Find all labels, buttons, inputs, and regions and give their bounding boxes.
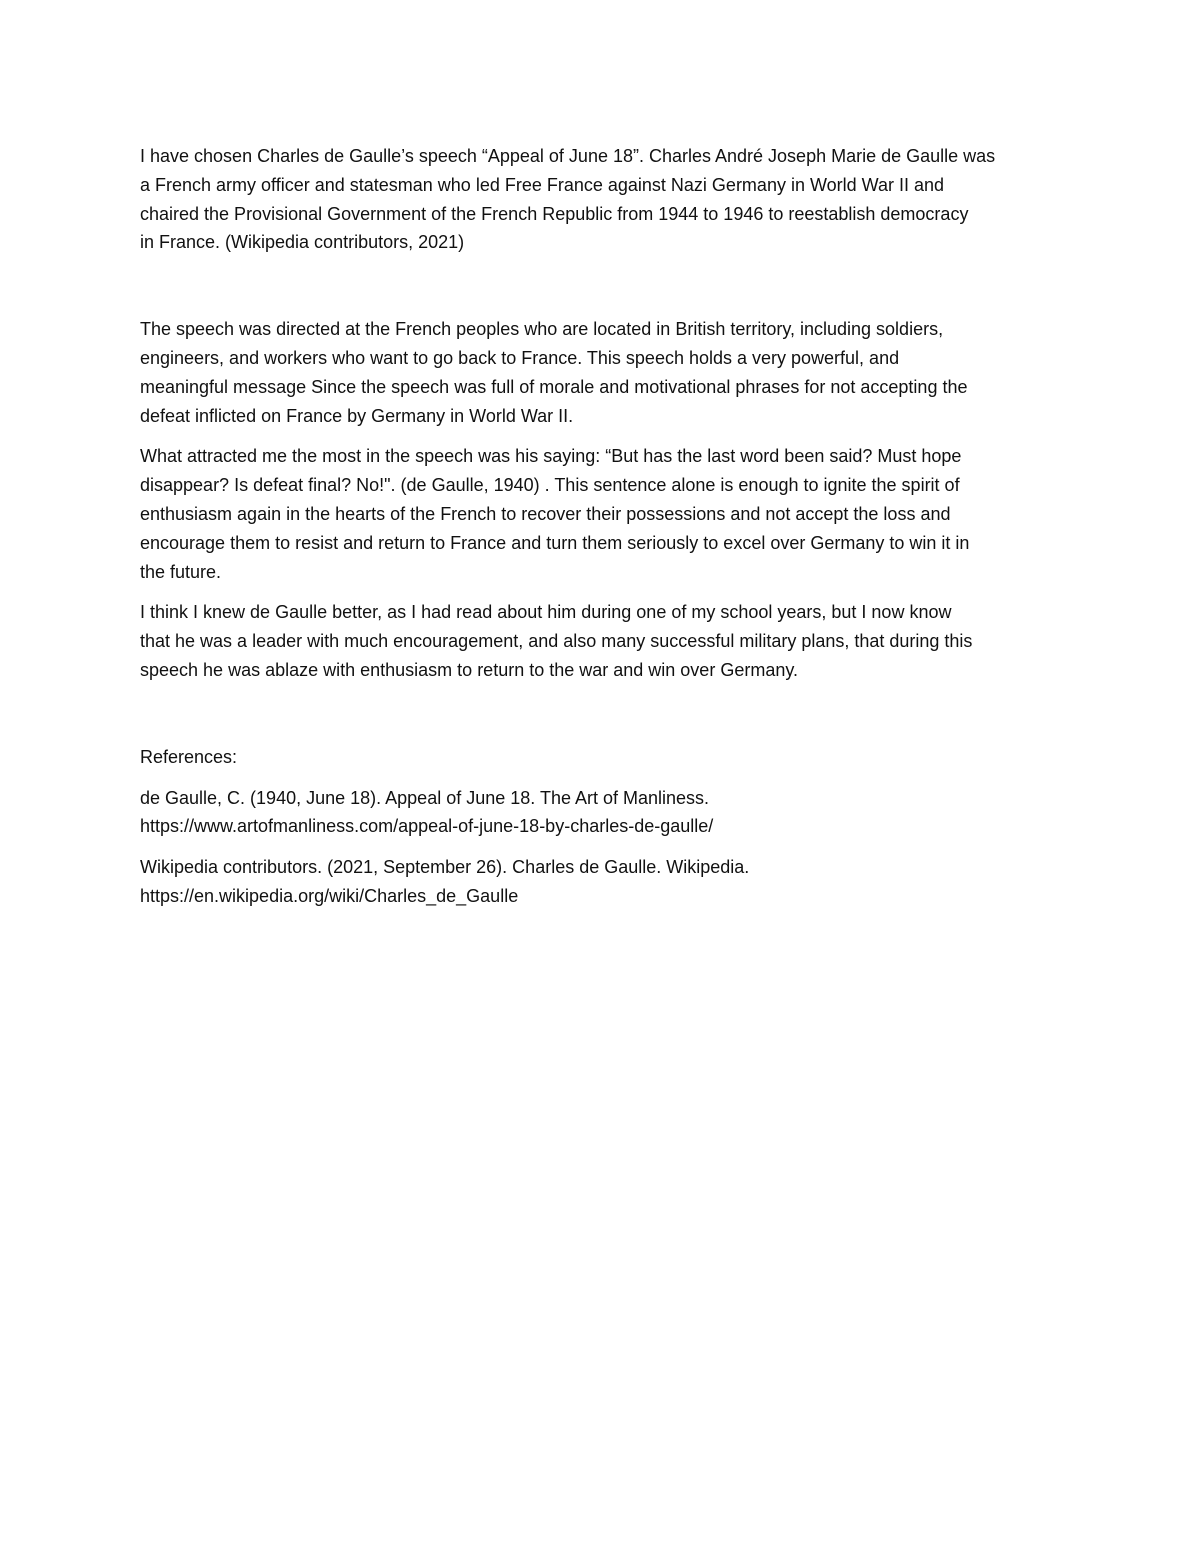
text-line: in France. (Wikipedia contributors, 2021)	[140, 232, 465, 253]
reference-entry	[140, 784, 1070, 842]
paragraph-spacer	[140, 430, 1070, 442]
text-line: encourage them to resist and return to France and turn them seriously to excel over Germany to win it in	[140, 532, 970, 553]
paragraph-spacer	[140, 841, 1070, 853]
paragraph-intro	[140, 142, 1070, 257]
text-line: chaired the Provisional Government of the French Republic from 1944 to 1946 to reestablish democracy	[140, 203, 969, 224]
paragraph-spacer	[140, 685, 1070, 743]
reference-entry	[140, 853, 1070, 911]
paragraph-spacer	[140, 586, 1070, 598]
text-line: a French army officer and statesman who led Free France against Nazi Germany in World War II and	[140, 174, 945, 195]
text-line: I have chosen Charles de Gaulle’s speech “Appeal of June 18”. Charles André Joseph Marie de Gaulle was	[140, 146, 996, 166]
references-heading-text: References:	[140, 746, 238, 767]
text-line: enthusiasm again in the hearts of the French to recover their possessions and not accept the loss and	[140, 503, 951, 524]
text-line: speech he was ablaze with enthusiasm to return to the war and win over Germany.	[140, 659, 799, 680]
reference-citation: Wikipedia contributors. (2021, September 26). Charles de Gaulle. Wikipedia.	[140, 857, 750, 878]
reference-citation: de Gaulle, C. (1940, June 18). Appeal of June 18. The Art of Manliness.	[140, 787, 710, 808]
text-line: I think I knew de Gaulle better, as I had read about him during one of my school years, but I now know	[140, 602, 952, 623]
references-heading	[140, 743, 1070, 772]
reference-url-link[interactable]: https://www.artofmanliness.com/appeal-of-june-18-by-charles-de-gaulle/	[140, 816, 714, 837]
paragraph-reflection	[140, 598, 1070, 684]
document-page	[140, 142, 1070, 911]
text-line: defeat inflicted on France by Germany in World War II.	[140, 405, 574, 426]
text-line: The speech was directed at the French peoples who are located in British territory, including soldiers,	[140, 319, 944, 340]
paragraph-audience	[140, 315, 1070, 430]
text-line: the future.	[140, 561, 222, 582]
paragraph-quote	[140, 442, 1070, 586]
paragraph-spacer	[140, 772, 1070, 784]
text-line: that he was a leader with much encouragement, and also many successful military plans, that during this	[140, 631, 973, 652]
reference-url-link[interactable]: https://en.wikipedia.org/wiki/Charles_de_Gaulle	[140, 885, 519, 906]
text-line: meaningful message Since the speech was full of morale and motivational phrases for not accepting the	[140, 376, 968, 397]
text-line: disappear? Is defeat final? No!". (de Gaulle, 1940) . This sentence alone is enough to ignite the spirit of	[140, 475, 960, 496]
paragraph-spacer	[140, 257, 1070, 315]
text-line: What attracted me the most in the speech was his saying: “But has the last word been said? Must hope	[140, 446, 962, 467]
text-line: engineers, and workers who want to go back to France. This speech holds a very powerful, and	[140, 347, 900, 368]
